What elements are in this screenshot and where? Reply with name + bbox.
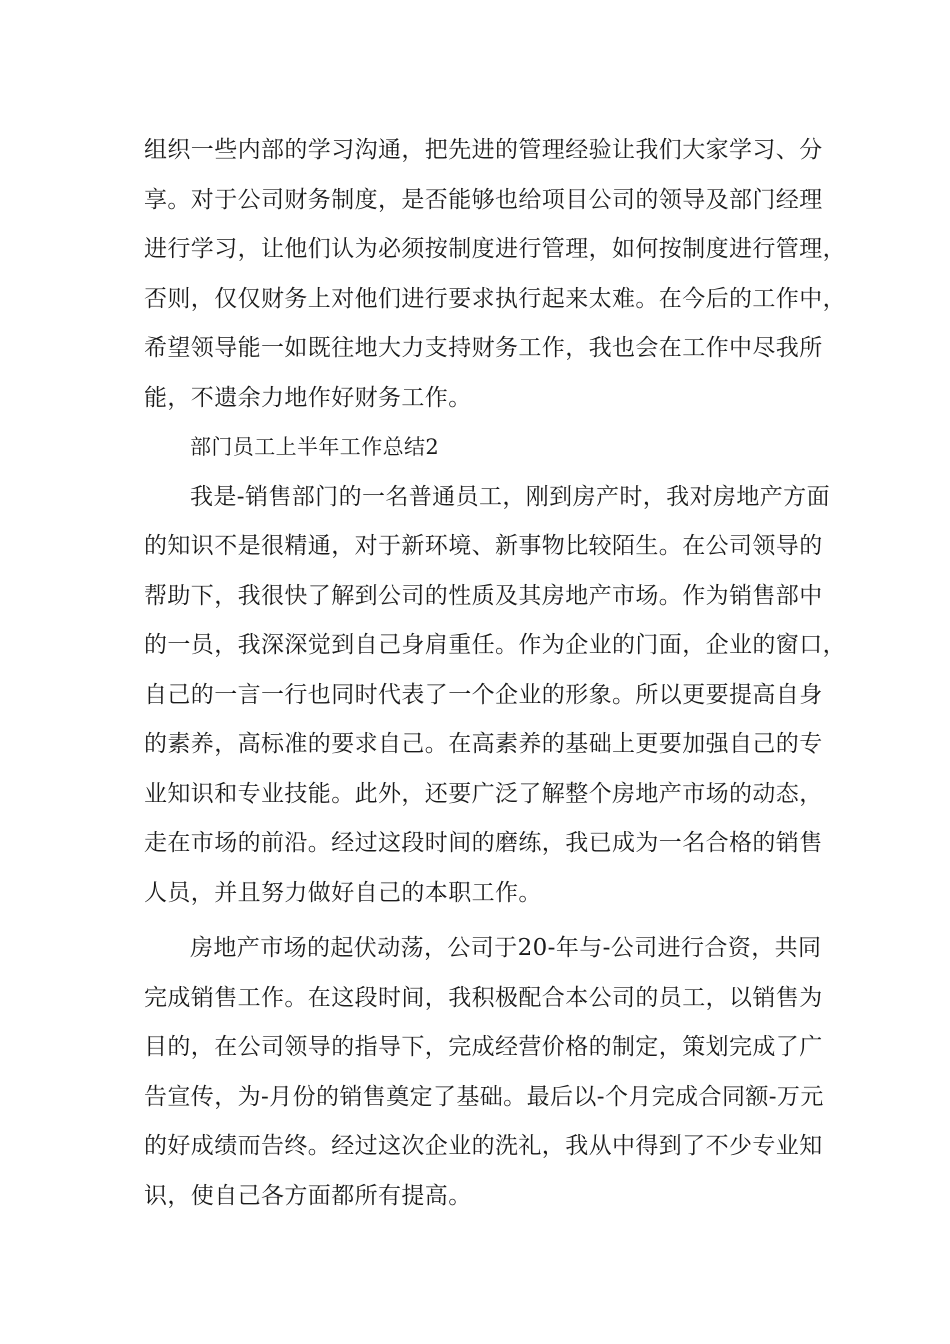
section-heading: 部门员工上半年工作总结2 — [190, 435, 440, 459]
text-line: 我是-销售部门的一名普通员工，刚到房产时，我对房地产方面 — [190, 483, 830, 510]
text-line: 进行学习，让他们认为必须按制度进行管理，如何按制度进行管理， — [144, 236, 846, 262]
text-line: 完成销售工作。在这段时间，我积极配合本公司的员工，以销售为 — [144, 984, 823, 1011]
paragraph-continued — [144, 126, 846, 423]
text-line: 房地产市场的起伏动荡，公司于20-年与-公司进行合资，共同 — [190, 935, 822, 961]
text-line: 享。对于公司财务制度，是否能够也给项目公司的领导及部门经理 — [144, 186, 823, 213]
text-line: 业知识和专业技能。此外，还要广泛了解整个房地产市场的动态， — [144, 780, 823, 807]
text-line: 人员，并且努力做好自己的本职工作。 — [144, 879, 542, 906]
document-body — [144, 126, 846, 1221]
text-line: 否则，仅仅财务上对他们进行要求执行起来太难。在今后的工作中， — [144, 285, 846, 312]
text-line: 组织一些内部的学习沟通，把先进的管理经验让我们大家学习、分 — [144, 137, 823, 163]
paragraph — [144, 473, 846, 919]
text-line: 走在市场的前沿。经过这段时间的磨练，我已成为一名合格的销售 — [144, 830, 823, 856]
text-line: 的好成绩而告终。经过这次企业的洗礼，我从中得到了不少专业知 — [144, 1133, 823, 1159]
text-line: 告宣传，为-月份的销售奠定了基础。最后以-个月完成合同额-万元 — [144, 1083, 824, 1110]
text-line: 能，不遗余力地作好财务工作。 — [144, 384, 472, 411]
text-line: 的一员，我深深觉到自己身肩重任。作为企业的门面，企业的窗口， — [144, 632, 846, 658]
text-line: 自己的一言一行也同时代表了一个企业的形象。所以更要提高自身 — [144, 681, 823, 708]
text-line: 目的，在公司领导的指导下，完成经营价格的制定，策划完成了广 — [144, 1034, 823, 1060]
text-line: 的知识不是很精通，对于新环境、新事物比较陌生。在公司领导的 — [144, 533, 823, 559]
paragraph — [144, 924, 824, 1221]
text-line: 的素养，高标准的要求自己。在高素养的基础上更要加强自己的专 — [144, 731, 823, 757]
text-line: 希望领导能一如既往地大力支持财务工作，我也会在工作中尽我所 — [144, 335, 823, 361]
text-line: 识，使自己各方面都所有提高。 — [144, 1182, 472, 1209]
text-line: 帮助下，我很快了解到公司的性质及其房地产市场。作为销售部中 — [144, 582, 823, 609]
